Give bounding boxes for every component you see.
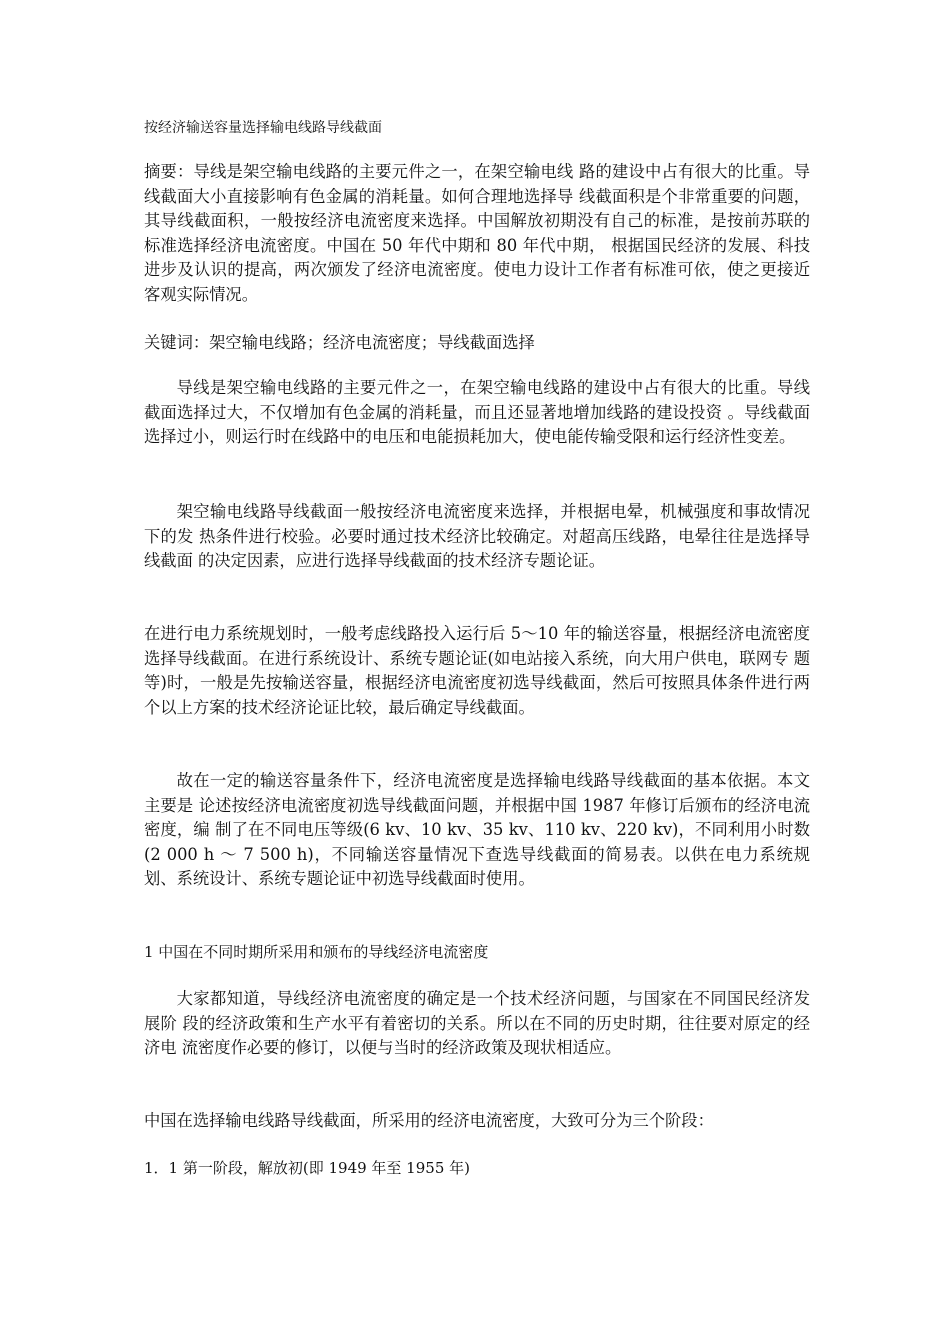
- keywords-line: 关键词：架空输电线路；经济电流密度；导线截面选择: [144, 333, 535, 352]
- body-paragraph-3: 在进行电力系统规划时，一般考虑线路投入运行后 5～10 年的输送容量，根据经济电流密度 选择导线截面。在进行系统设计、系统专题论证(如电站接入系统，向大用户供电，联网专 题等)时，一般是先按输送容量，根据经济电流密度初选导线截面，然后可按照具体条件进行两个以上方案的技术经济论证比较，最后确定导线截面。: [144, 624, 810, 717]
- document-title: 按经济输送容量选择输电线路导线截面: [144, 120, 382, 136]
- section-1-paragraph-2: 中国在选择输电线路导线截面，所采用的经济电流密度，大致可分为三个阶段：: [144, 1111, 714, 1130]
- body-paragraph-2: 架空输电线路导线截面一般按经济电流密度来选择，并根据电晕，机械强度和事故情况下的发 热条件进行校验。必要时通过技术经济比较确定。对超高压线路，电晕往往是选择导线截面 的决定因素，应进行选择导线截面的技术经济专题论证。: [144, 502, 810, 570]
- body-paragraph-4: 故在一定的输送容量条件下，经济电流密度是选择输电线路导线截面的基本依据。本文主要是 论述按经济电流密度初选导线截面问题，并根据中国 1987 年修订后颁布的经济电流密度，编 制了在不同电压等级(6 kv、10 kv、35 kv、110 kv、220 kv)，不同利用小时数(2 000 h ～ 7 500 h)，不同输送容量情况下查选导线截面的简易表。以供在电力系统规划、系统设计、系统专题论证中初选导线截面时使用。: [144, 771, 810, 888]
- abstract-paragraph: 摘要：导线是架空输电线路的主要元件之一，在架空输电线 路的建设中占有很大的比重。导线截面大小直接影响有色金属的消耗量。如何合理地选择导 线截面积是个非常重要的问题，其导线截面积，一般按经济电流密度来选择。中国解放初期没有自己的标准，是按前苏联的标准选择经济电流密度。中国在 50 年代中期和 80 年代中期， 根据国民经济的发展、科技进步及认识的提高，两次颁发了经济电流密度。使电力设计工作者有标准可依，使之更接近客观实际情况。: [144, 162, 810, 304]
- section-1-heading: 1 中国在不同时期所采用和颁布的导线经济电流密度: [144, 943, 489, 961]
- body-paragraph-1: 导线是架空输电线路的主要元件之一，在架空输电线路的建设中占有很大的比重。导线截面选择过大，不仅增加有色金属的消耗量，而且还显著地增加线路的建设投资 。导线截面选择过小，则运行时在线路中的电压和电能损耗加大，使电能传输受限和运行经济性变差。: [144, 378, 810, 446]
- subsection-1-1-heading: 1．1 第一阶段，解放初(即 1949 年至 1955 年): [144, 1159, 470, 1177]
- section-1-paragraph-1: 大家都知道，导线经济电流密度的确定是一个技术经济问题，与国家在不同国民经济发展阶 段的经济政策和生产水平有着密切的关系。所以在不同的历史时期，往往要对原定的经济电 流密度作必要的修订，以便与当时的经济政策及现状相适应。: [144, 989, 810, 1057]
